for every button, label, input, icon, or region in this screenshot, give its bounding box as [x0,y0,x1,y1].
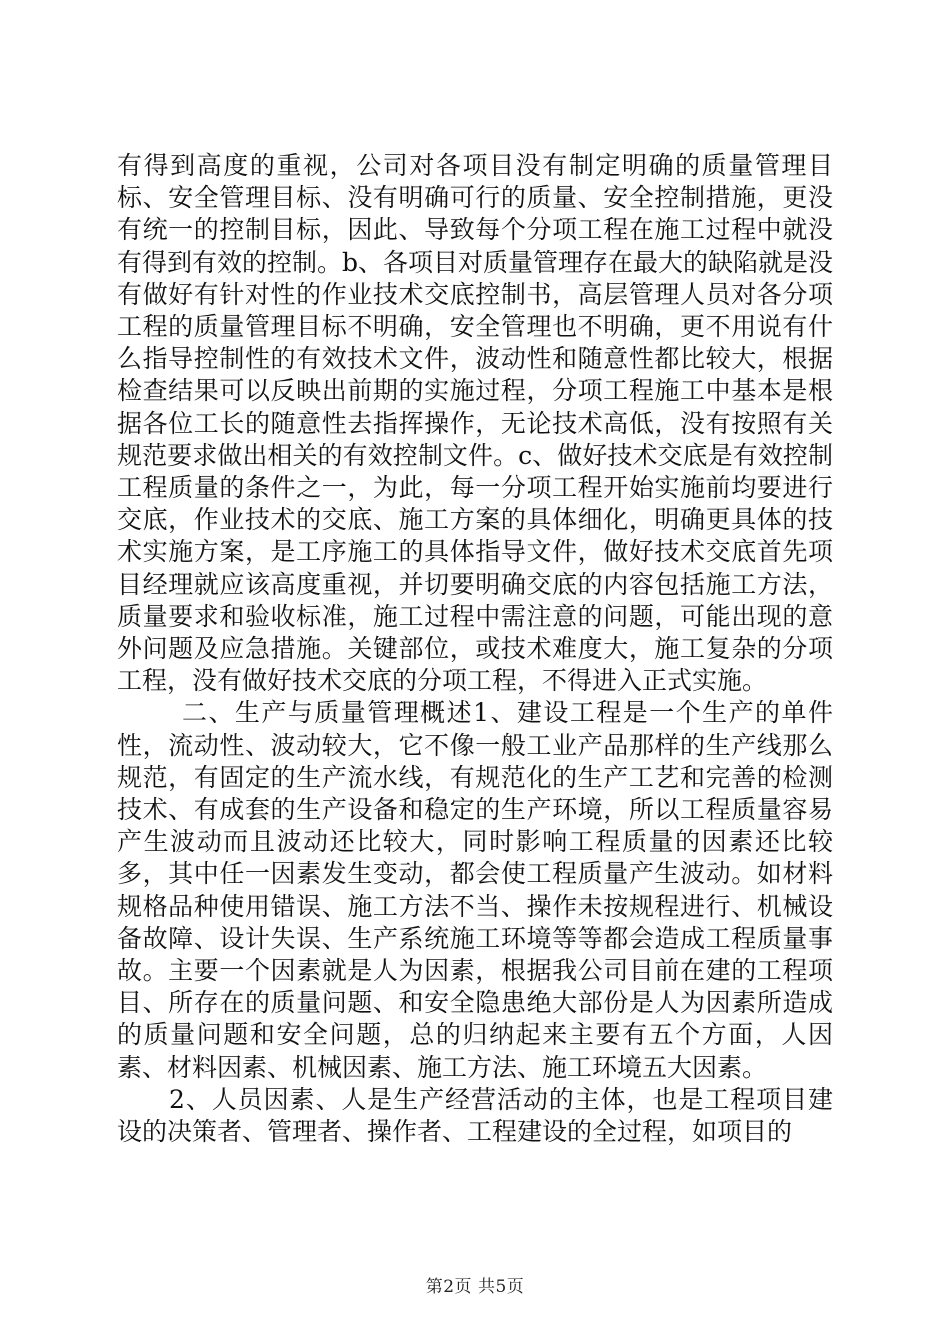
paragraph-production-quality-overview: 二、生产与质量管理概述1、建设工程是一个生产的单件性，流动性、波动较大，它不像一般工业产品那样的生产线那么规范，有固定的生产流水线，有规范化的生产工艺和完善的检测技术、有成套的生产设备和稳定的生产环境，所以工程质量容易产生波动而且波动还比较大，同时影响工程质量的因素还比较多，其中任一因素发生变动，都会使工程质量产生波动。如材料规格品种使用错误、施工方法不当、操作未按规程进行、机械设备故障、设计失误、生产系统施工环境等等都会造成工程质量事故。主要一个因素就是人为因素，根据我公司目前在建的工程项目、所存在的质量问题、和安全隐患绝大部份是人为因素所造成的质量问题和安全问题，总的归纳起来主要有五个方面，人因素、材料因素、机械因素、施工方法、施工环境五大因素。 [117,698,833,1082]
document-body [117,150,833,1148]
page-number-footer: 第2页 共5页 [425,1277,525,1297]
paragraph-personnel-factors: 2、人员因素、人是生产经营活动的主体，也是工程项目建设的决策者、管理者、操作者、工程建设的全过程，如项目的 [117,1084,833,1147]
paragraph-quality-control-issues: 有得到高度的重视，公司对各项目没有制定明确的质量管理目标、安全管理目标、没有明确可行的质量、安全控制措施，更没有统一的控制目标，因此、导致每个分项工程在施工过程中就没有得到有效的控制。b、各项目对质量管理存在最大的缺陷就是没有做好有针对性的作业技术交底控制书，高层管理人员对各分项工程的质量管理目标不明确，安全管理也不明确，更不用说有什么指导控制性的有效技术文件，波动性和随意性都比较大，根据检查结果可以反映出前期的实施过程，分项工程施工中基本是根据各位工长的随意性去指挥操作，无论技术高低，没有按照有关规范要求做出相关的有效控制文件。c、做好技术交底是有效控制工程质量的条件之一，为此，每一分项工程开始实施前均要进行交底，作业技术的交底、施工方案的具体细化，明确更具体的技术实施方案，是工序施工的具体指导文件，做好技术交底首先项目经理就应该高度重视，并切要明确交底的内容包括施工方法，质量要求和验收标准，施工过程中需注意的问题，可能出现的意外问题及应急措施。关键部位，或技术难度大，施工复杂的分项工程，没有做好技术交底的分项工程，不得进入正式实施。 [117,151,834,696]
